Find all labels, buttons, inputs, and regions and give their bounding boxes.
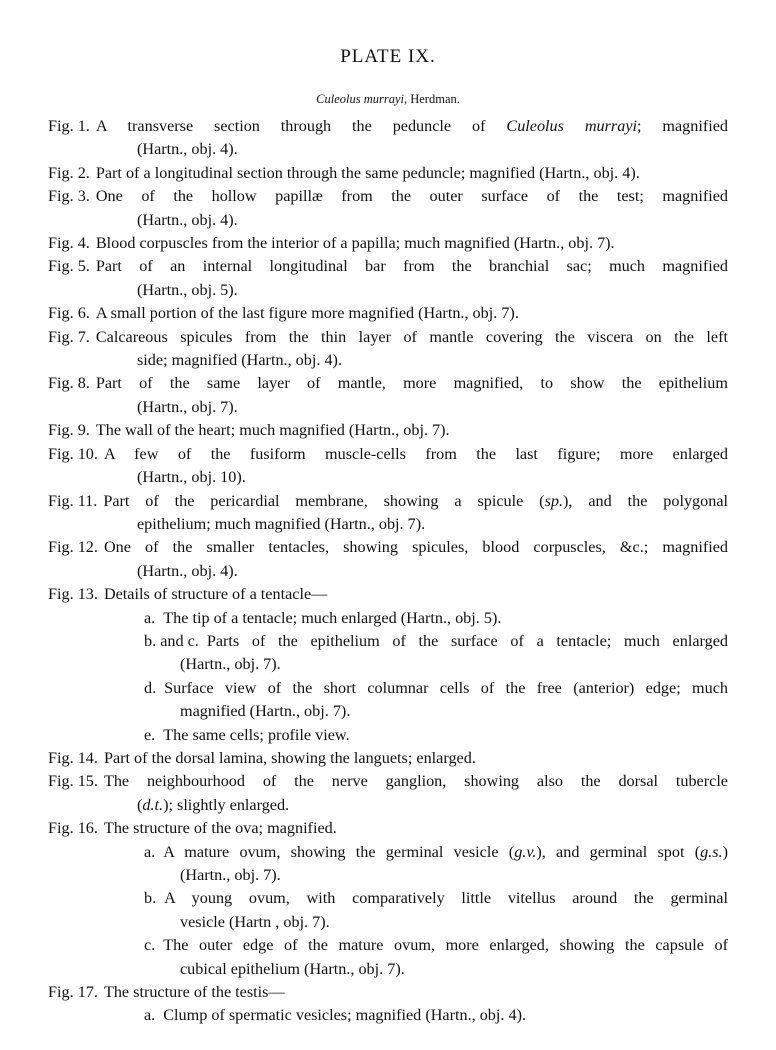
figure-entry-9 bbox=[48, 419, 728, 442]
sub-entry-13bc bbox=[48, 630, 728, 653]
species-author: , Herdman. bbox=[403, 92, 460, 106]
figure-caption: A small portion of the last figure more magnified (Hartn., obj. 7). bbox=[95, 304, 519, 323]
sub-caption: Clump of spermatic vesicles; magnified (Hartn., obj. 4). bbox=[163, 1006, 527, 1025]
figure-entry-7 bbox=[48, 326, 728, 349]
sub-caption-continued: (Hartn., obj. 7). bbox=[180, 866, 281, 884]
figure-label: Fig. 13. bbox=[48, 585, 98, 604]
sub-letter: e. bbox=[144, 725, 156, 744]
caption-italic: Culeolus murrayi bbox=[506, 117, 637, 135]
sub-caption: A young ovum, with comparatively little vitellus around the germinal bbox=[164, 889, 728, 908]
figure-entry-15 bbox=[48, 770, 728, 793]
species-caption bbox=[0, 92, 776, 107]
sub-entry-16c bbox=[48, 934, 728, 957]
species-name: Culeolus murrayi bbox=[316, 92, 404, 106]
figure-caption: Calcareous spicules from the thin layer of mantle covering the viscera on the left bbox=[95, 327, 728, 346]
figure-caption: Blood corpuscles from the interior of a papilla; much magnified (Hartn., obj. 7). bbox=[95, 234, 615, 253]
caption-text: ); slightly enlarged. bbox=[163, 795, 290, 814]
figure-caption-continued: (Hartn., obj. 7). bbox=[137, 397, 238, 416]
caption-text: ; magnified bbox=[637, 117, 729, 135]
figure-label: Fig. 6. bbox=[48, 304, 90, 323]
figure-label: Fig. 15. bbox=[48, 772, 98, 791]
figure-label: Fig. 2. bbox=[48, 163, 90, 182]
figure-caption-continued: side; magnified (Hartn., obj. 4). bbox=[137, 351, 342, 370]
figure-caption-continued: epithelium; much magnified (Hartn., obj. 7). bbox=[137, 514, 426, 533]
figure-entry-5 bbox=[48, 255, 728, 278]
figure-label: Fig. 12. bbox=[48, 538, 98, 557]
figure-label: Fig. 5. bbox=[48, 257, 90, 276]
sub-letter: c. bbox=[144, 936, 156, 955]
sub-letter: a. bbox=[144, 842, 156, 861]
figure-caption: Part of an internal longitudinal bar from the branchial sac; much magnified bbox=[95, 257, 728, 276]
sub-caption: The same cells; profile view. bbox=[163, 725, 350, 744]
caption-italic: d.t. bbox=[142, 795, 164, 814]
plate-title: PLATE IX. bbox=[340, 46, 436, 67]
caption-italic: g.s. bbox=[700, 842, 723, 861]
figure-entry-4 bbox=[48, 232, 728, 255]
figure-entry-3 bbox=[48, 185, 728, 208]
figure-caption: Details of structure of a tentacle— bbox=[103, 585, 328, 604]
sub-entry-13e bbox=[48, 724, 728, 747]
figure-caption-continued bbox=[48, 794, 728, 817]
figure-label: Fig. 16. bbox=[48, 819, 98, 838]
figure-caption-continued: (Hartn., obj. 4). bbox=[137, 561, 238, 580]
figure-caption: The neighbourhood of the nerve ganglion, showing also the dorsal tubercle bbox=[103, 772, 728, 791]
figure-entry-12 bbox=[48, 536, 728, 559]
figure-caption: The structure of the ova; magnified. bbox=[103, 819, 337, 838]
sub-entry-16b bbox=[48, 887, 728, 910]
figure-label: Fig. 8. bbox=[48, 374, 90, 393]
caption-text: A transverse section through the peduncle of bbox=[95, 117, 507, 135]
figure-caption: Part of the same layer of mantle, more magnified, to show the epithelium bbox=[95, 374, 728, 393]
caption-italic: g.v. bbox=[514, 842, 537, 861]
sub-caption-continued: vesicle (Hartn , obj. 7). bbox=[180, 912, 330, 931]
figure-entry-11 bbox=[48, 490, 728, 513]
figure-caption-continued: (Hartn., obj. 10). bbox=[137, 468, 246, 487]
sub-letter: a. bbox=[144, 608, 156, 627]
sub-entry-continued bbox=[48, 653, 728, 676]
sub-entry-13a bbox=[48, 607, 728, 630]
sub-caption bbox=[163, 841, 728, 864]
caption-text: ) bbox=[722, 842, 728, 861]
figure-label: Fig. 10. bbox=[48, 444, 98, 463]
figure-caption: A few of the fusiform muscle-cells from the last figure; more enlarged bbox=[103, 444, 728, 463]
figure-label: Fig. 1. bbox=[48, 117, 90, 135]
figure-caption-continued: (Hartn., obj. 4). bbox=[137, 140, 238, 159]
figure-entry-13 bbox=[48, 583, 728, 606]
figure-caption bbox=[103, 490, 728, 513]
figure-entry-6 bbox=[48, 302, 728, 325]
sub-caption-continued: magnified (Hartn., obj. 7). bbox=[180, 702, 351, 721]
caption-text: ), and the polygonal bbox=[563, 491, 729, 510]
sub-caption: Surface view of the short columnar cells of the free (anterior) edge; much bbox=[164, 678, 728, 697]
figure-entry-2 bbox=[48, 162, 728, 185]
sub-entry-continued bbox=[48, 958, 728, 981]
figure-entry-16 bbox=[48, 817, 728, 840]
sub-entry-continued bbox=[48, 700, 728, 723]
caption-text: ( bbox=[137, 795, 143, 814]
sub-entry-13d bbox=[48, 677, 728, 700]
figure-label: Fig. 11. bbox=[48, 491, 98, 510]
sub-letter: b. and c. bbox=[144, 631, 199, 650]
figure-caption-continued: (Hartn., obj. 5). bbox=[137, 280, 238, 299]
sub-entry-continued bbox=[48, 864, 728, 887]
figure-caption-continued: (Hartn., obj. 4). bbox=[137, 210, 238, 229]
sub-caption: The outer edge of the mature ovum, more enlarged, showing the capsule of bbox=[163, 936, 728, 955]
figure-entry-1 bbox=[48, 115, 728, 138]
figure-label: Fig. 9. bbox=[48, 421, 90, 440]
sub-letter: b. bbox=[144, 889, 157, 908]
figure-caption: Part of a longitudinal section through the same peduncle; magnified (Hartn., obj. 4). bbox=[95, 163, 640, 182]
figure-entry-14 bbox=[48, 747, 728, 770]
caption-text: Part of the pericardial membrane, showing a spicule ( bbox=[103, 491, 545, 510]
figure-list bbox=[48, 115, 728, 1028]
figure-entry-10 bbox=[48, 443, 728, 466]
figure-caption: The structure of the testis— bbox=[103, 983, 285, 1002]
figure-label: Fig. 14. bbox=[48, 748, 98, 767]
figure-caption: The wall of the heart; much magnified (Hartn., obj. 7). bbox=[95, 421, 450, 440]
sub-entry-16a bbox=[48, 841, 728, 864]
caption-italic: sp. bbox=[544, 491, 564, 510]
sub-caption: The tip of a tentacle; much enlarged (Hartn., obj. 5). bbox=[163, 608, 502, 627]
caption-text: A mature ovum, showing the germinal vesicle ( bbox=[163, 842, 515, 861]
figure-label: Fig. 7. bbox=[48, 327, 90, 346]
figure-caption: Part of the dorsal lamina, showing the languets; enlarged. bbox=[103, 748, 476, 767]
figure-entry-8 bbox=[48, 372, 728, 395]
sub-caption-continued: (Hartn., obj. 7). bbox=[180, 655, 281, 674]
figure-caption: One of the smaller tentacles, showing spicules, blood corpuscles, &c.; magnified bbox=[103, 538, 728, 557]
sub-entry-continued bbox=[48, 911, 728, 934]
figure-entry-17 bbox=[48, 981, 728, 1004]
sub-caption-continued: cubical epithelium (Hartn., obj. 7). bbox=[180, 959, 405, 978]
sub-caption: Parts of the epithelium of the surface of a tentacle; much enlarged bbox=[206, 631, 728, 650]
sub-letter: d. bbox=[144, 678, 157, 697]
figure-caption: One of the hollow papillæ from the outer surface of the test; magnified bbox=[95, 187, 728, 206]
sub-letter: a. bbox=[144, 1006, 156, 1025]
caption-text: ), and germinal spot ( bbox=[536, 842, 701, 861]
figure-label: Fig. 17. bbox=[48, 983, 98, 1002]
sub-entry-17a bbox=[48, 1004, 728, 1027]
figure-caption bbox=[96, 115, 728, 138]
figure-label: Fig. 4. bbox=[48, 234, 90, 253]
figure-label: Fig. 3. bbox=[48, 187, 90, 206]
